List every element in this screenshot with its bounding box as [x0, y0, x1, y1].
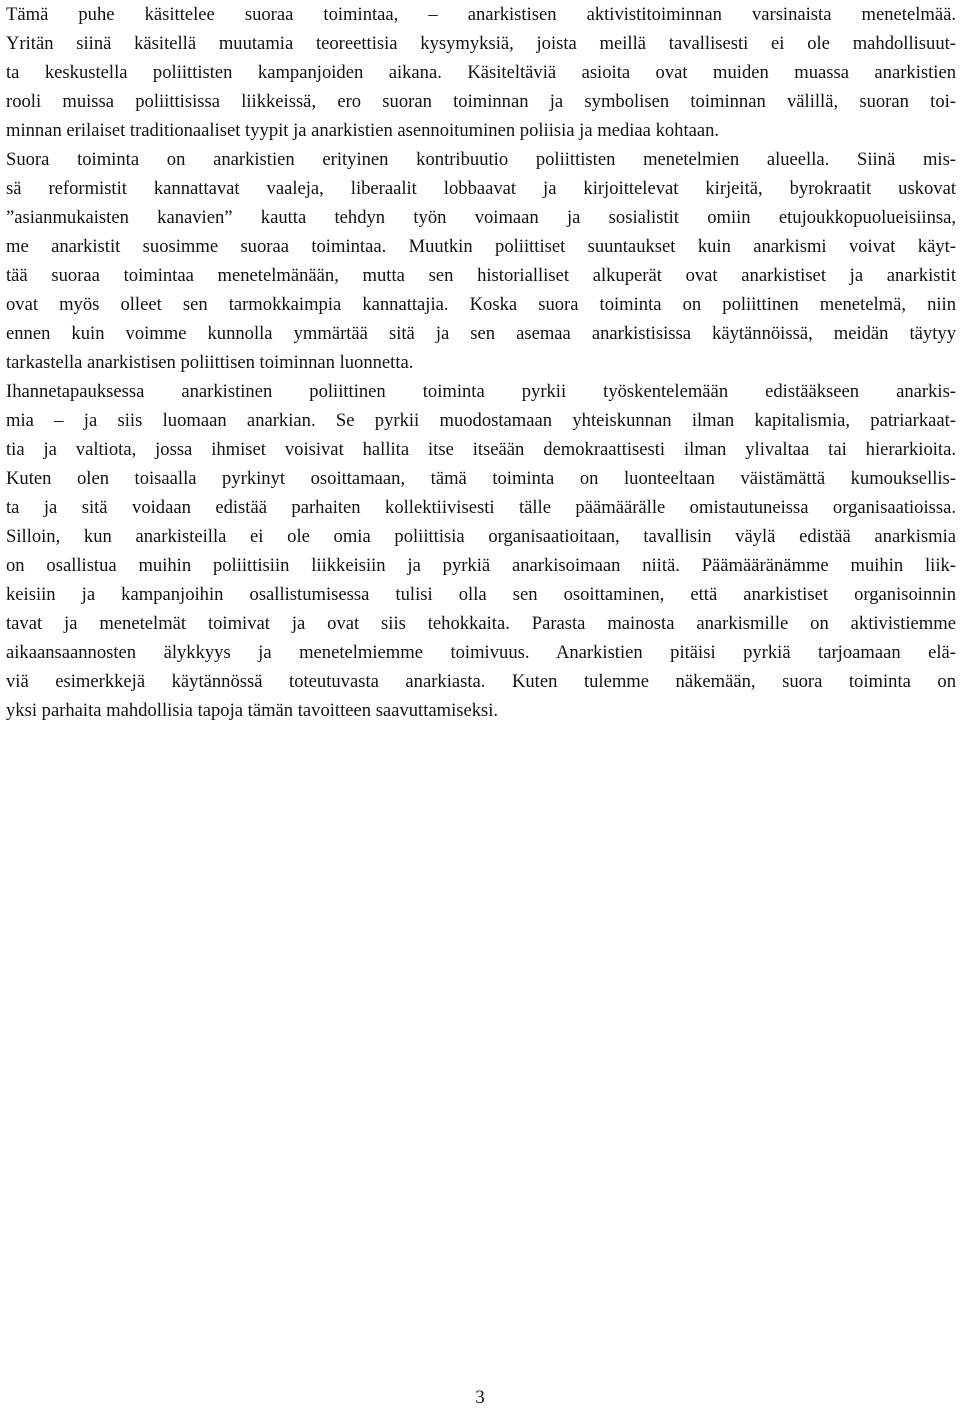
- paragraph-3: [6, 377, 956, 725]
- text-line: mia – ja siis luomaan anarkian. Se pyrkii muodostamaan yhteiskunnan ilman kapitalismia, patriarkaat-: [6, 410, 956, 431]
- text-line: ta keskustella poliittisten kampanjoiden aikana. Käsiteltäviä asioita ovat muiden muassa anarkistien: [6, 62, 956, 83]
- text-line: Yritän siinä käsitellä muutamia teoreettisia kysymyksiä, joista meillä tavallisesti ei ole mahdollisuut-: [6, 33, 956, 54]
- text-line: tavat ja menetelmät toimivat ja ovat siis tehokkaita. Parasta mainosta anarkismille on aktivistiemme: [6, 613, 956, 634]
- paragraph-1: [6, 0, 956, 145]
- paragraph-2: [6, 145, 956, 377]
- text-line: Kuten olen toisaalla pyrkinyt osoittamaan, tämä toiminta on luonteeltaan väistämättä kumouksellis-: [6, 468, 956, 489]
- text-line: ”asianmukaisten kanavien” kautta tehdyn työn voimaan ja sosialistit omiin etujoukkopuolueisiinsa,: [6, 207, 956, 228]
- text-line: keisiin ja kampanjoihin osallistumisessa tulisi olla sen osoittaminen, että anarkistiset organisoinnin: [6, 584, 956, 605]
- text-line: Suora toiminta on anarkistien erityinen kontribuutio poliittisten menetelmien alueella. Siinä mis-: [6, 149, 956, 170]
- text-line: tarkastella anarkistisen poliittisen toiminnan luonnetta.: [6, 352, 414, 373]
- text-line: ovat myös olleet sen tarmokkaimpia kannattajia. Koska suora toiminta on poliittinen menetelmä, niin: [6, 294, 956, 315]
- text-line: minnan erilaiset traditionaaliset tyypit ja anarkistien asennoituminen poliisia ja mediaa kohtaan.: [6, 120, 720, 141]
- text-line: rooli muissa poliittisissa liikkeissä, ero suoran toiminnan ja symbolisen toiminnan välillä, suoran toi-: [6, 91, 956, 112]
- text-line: ta ja sitä voidaan edistää parhaiten kollektiivisesti tälle päämäärälle omistautuneissa organisaatioissa.: [6, 497, 956, 518]
- page-number: 3: [475, 1387, 485, 1408]
- text-line: Tämä puhe käsittelee suoraa toimintaa, – anarkistisen aktivistitoiminnan varsinaista menetelmää.: [6, 4, 956, 25]
- text-line: aikaansaannosten älykkyys ja menetelmiemme toimivuus. Anarkistien pitäisi pyrkiä tarjoamaan elä-: [6, 642, 956, 663]
- text-line: yksi parhaita mahdollisia tapoja tämän tavoitteen saavuttamiseksi.: [6, 700, 499, 721]
- document-page: [6, 0, 956, 725]
- text-line: me anarkistit suosimme suoraa toimintaa. Muutkin poliittiset suuntaukset kuin anarkismi voivat käyt-: [6, 236, 956, 257]
- text-line: tia ja valtiota, jossa ihmiset voisivat hallita itse itseään demokraattisesti ilman ylivaltaa tai hierarkioita.: [6, 439, 956, 460]
- text-line: Ihannetapauksessa anarkistinen poliittinen toiminta pyrkii työskentelemään edistääkseen anarkis-: [6, 381, 956, 402]
- text-line: ennen kuin voimme kunnolla ymmärtää sitä ja sen asemaa anarkistisissa käytännöissä, meidän täytyy: [6, 323, 956, 344]
- text-line: sä reformistit kannattavat vaaleja, liberaalit lobbaavat ja kirjoittelevat kirjeitä, byrokraatit uskovat: [6, 178, 956, 199]
- text-line: Silloin, kun anarkisteilla ei ole omia poliittisia organisaatioitaan, tavallisin väylä edistää anarkismia: [6, 526, 956, 547]
- text-line: tää suoraa toimintaa menetelmänään, mutta sen historialliset alkuperät ovat anarkistiset ja anarkistit: [6, 265, 956, 286]
- text-line: on osallistua muihin poliittisiin liikkeisiin ja pyrkiä anarkisoimaan niitä. Päämääränämme muihin liik-: [6, 555, 956, 576]
- text-line: viä esimerkkejä käytännössä toteutuvasta anarkiasta. Kuten tulemme näkemään, suora toiminta on: [6, 671, 956, 692]
